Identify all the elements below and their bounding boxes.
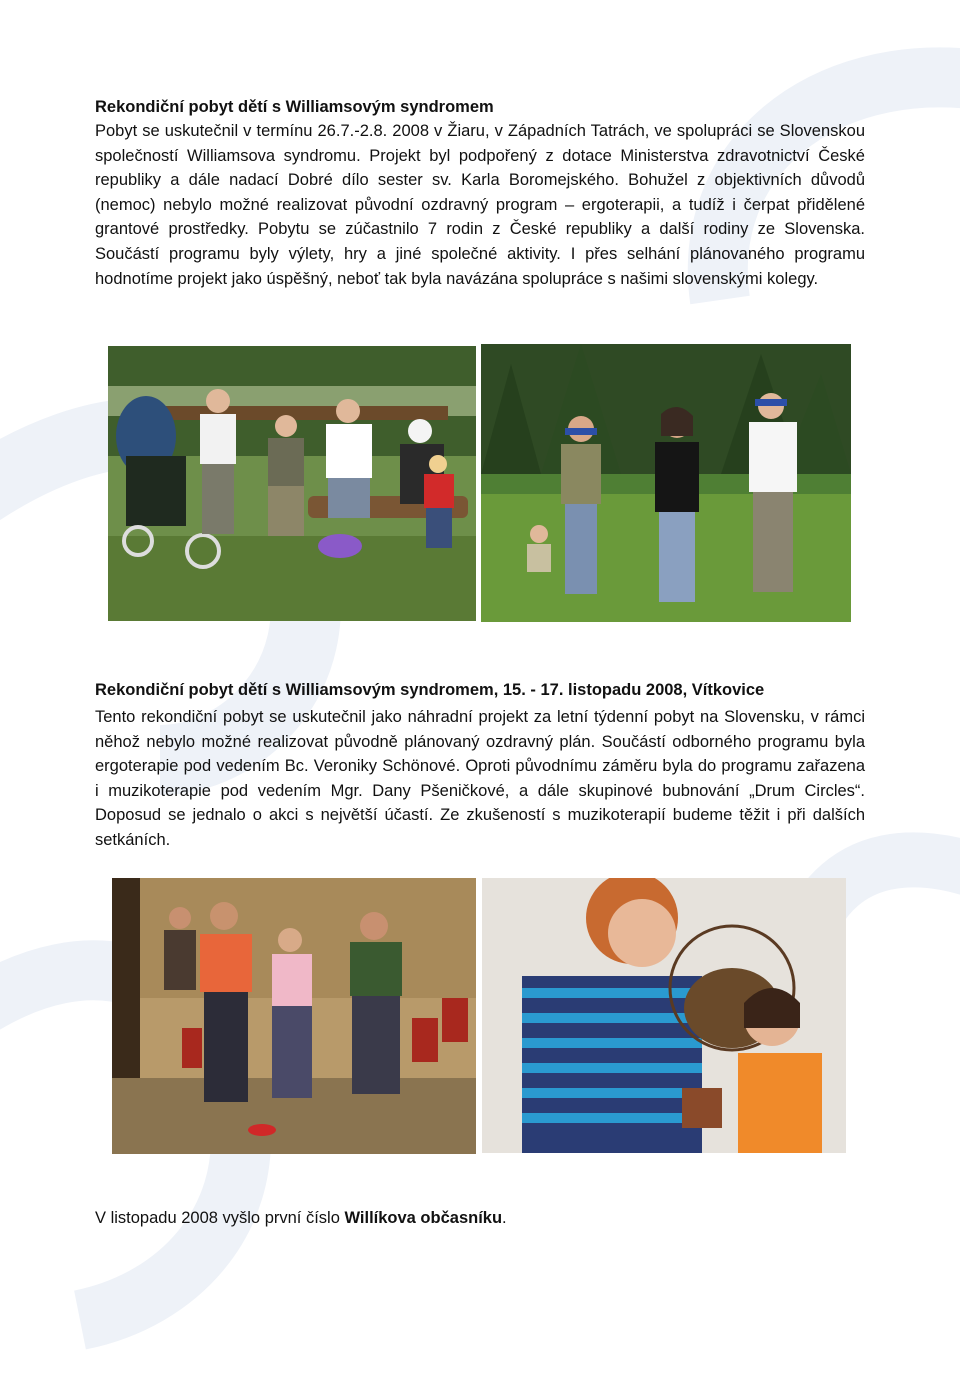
section-1-heading: Rekondiční pobyt dětí s Williamsovým syndromem bbox=[95, 98, 494, 116]
section-2-paragraph: Tento rekondiční pobyt se uskutečnil jako náhradní projekt za letní týdenní pobyt na Slovensku, v rámci něhož nebylo možné realizovat původně plánovaný ozdravný plán. Součástí odborného programu byla ergoterapie pod vedením Bc. Veroniky Schönové. Oproti původnímu záměru byla do programu zařazena i muzikoterapie pod vedením Mgr. Dany Pšeničkové, a dále skupinové bubnování „Drum Circles“. Doposud se jednalo o akci s největší účastí. Ze zkušeností s muzikoterapií budeme těžit i při dalších setkáních. bbox=[95, 708, 865, 849]
section-2 bbox=[95, 678, 865, 702]
section-2-body bbox=[95, 705, 865, 853]
footer-text: V listopadu 2008 vyšlo první číslo bbox=[95, 1209, 345, 1227]
photo-families-outdoor bbox=[108, 346, 476, 621]
newsletter-title: Willíkova občasníku bbox=[344, 1209, 503, 1227]
photo-blindfold-game bbox=[481, 344, 851, 622]
footer-period: . bbox=[502, 1209, 507, 1227]
footer-note bbox=[95, 1206, 865, 1230]
section-2-heading: Rekondiční pobyt dětí s Williamsovým syndromem, 15. - 17. listopadu 2008, Vítkovice bbox=[95, 681, 765, 699]
photo-ergotherapy-weaving bbox=[482, 878, 846, 1153]
section-1 bbox=[95, 95, 865, 291]
section-1-paragraph: Pobyt se uskutečnil v termínu 26.7.-2.8. 2008 v Žiaru, v Západních Tatrách, ve spolupráci se Slovenskou společností Williamsova syndromu. Projekt byl podpořený z dotace Ministerstva zdravotnictví České republiky a dále nadací Dobré dílo sester sv. Karla Boromejského. Bohužel z objektivních důvodů (nemoc) nebylo možné realizovat původní ozdravný program – ergoterapii, a tudíž i čerpat přidělené grantové prostředky. Pobytu se zúčastnilo 7 rodin z České republiky a další rodiny ze Slovenska. Součástí programu byly výlety, hry a jiné společné aktivity. I přes selhání plánovaného programu hodnotíme projekt jako úspěšný, neboť tak byla navázána spolupráce s našimi slovenskými kolegy. bbox=[95, 122, 865, 288]
photo-music-therapy-circle bbox=[112, 878, 476, 1154]
